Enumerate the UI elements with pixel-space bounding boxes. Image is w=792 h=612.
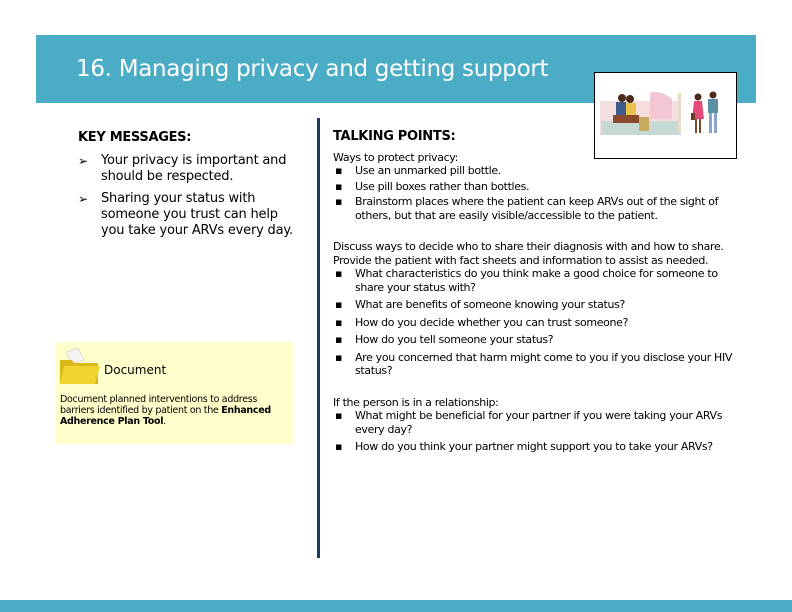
footer-band	[0, 600, 792, 612]
arrow-bullet-icon: ➢	[78, 154, 88, 168]
disclosure-item-text: How do you tell someone your status?	[355, 333, 554, 346]
document-description	[60, 394, 290, 427]
privacy-item-text: Brainstorm places where the patient can keep ARVs out of the sight of others, but that are easily visible/accessible to the patient.	[355, 195, 719, 222]
privacy-item-text: Use an unmarked pill bottle.	[355, 164, 501, 177]
relationship-item	[333, 440, 743, 454]
square-bullet-icon: ▪	[335, 440, 343, 453]
square-bullet-icon: ▪	[335, 350, 343, 364]
enhanced-adherence-plan-tool-reference: Enhanced Adherence Plan Tool	[60, 405, 271, 427]
arrow-bullet-icon: ➢	[78, 192, 88, 206]
folder-icon	[58, 346, 100, 386]
disclosure-item	[333, 333, 743, 347]
document-text: Document planned interventions to address barriers identified by patient on the	[60, 394, 258, 416]
privacy-item	[333, 164, 743, 178]
relationship-item-text: What might be beneficial for your partner if you were taking your ARVs every day?	[355, 409, 723, 436]
key-messages-heading: KEY MESSAGES:	[78, 130, 192, 145]
relationship-block	[333, 396, 743, 454]
relationship-intro: If the person is in a relationship:	[333, 395, 499, 409]
privacy-list	[333, 164, 743, 222]
privacy-item-text: Use pill boxes rather than bottles.	[355, 179, 530, 193]
document-text-suffix: .	[163, 416, 166, 427]
square-bullet-icon: ▪	[335, 267, 343, 280]
key-message-item	[78, 153, 293, 185]
disclosure-item	[333, 351, 743, 378]
square-bullet-icon: ▪	[335, 195, 343, 208]
column-divider	[317, 118, 320, 558]
disclosure-item	[333, 316, 743, 330]
disclosure-item-text: Are you concerned that harm might come to you if you disclose your HIV status?	[355, 350, 733, 377]
page-title: 16. Managing privacy and getting support	[76, 56, 549, 82]
key-message-text: Sharing your status with someone you trust can help you take your ARVs every day.	[101, 191, 293, 238]
square-bullet-icon: ▪	[335, 333, 343, 346]
square-bullet-icon: ▪	[335, 298, 343, 311]
disclosure-item	[333, 298, 743, 312]
disclosure-list	[333, 267, 743, 378]
relationship-list	[333, 409, 743, 454]
privacy-item	[333, 180, 743, 194]
disclosure-intro: Discuss ways to decide who to share their diagnosis with and how to share. Provide the patient with fact sheets and information to assist as needed.	[333, 240, 724, 267]
key-messages-section	[78, 130, 293, 245]
disclosure-block	[333, 240, 743, 378]
document-callout	[55, 342, 293, 444]
key-message-text: Your privacy is important and should be respected.	[101, 153, 287, 184]
square-bullet-icon: ▪	[335, 164, 343, 177]
key-message-item	[78, 191, 293, 239]
square-bullet-icon: ▪	[335, 315, 343, 329]
talking-points-section	[333, 130, 743, 458]
relationship-item-text: How do you think your partner might support you to take your ARVs?	[355, 440, 713, 453]
disclosure-item-text: How do you decide whether you can trust someone?	[355, 315, 629, 329]
square-bullet-icon: ▪	[335, 179, 343, 193]
square-bullet-icon: ▪	[335, 409, 343, 422]
document-label: Document	[104, 363, 167, 377]
disclosure-item	[333, 267, 743, 294]
disclosure-item-text: What characteristics do you think make a good choice for someone to share your status with?	[355, 267, 718, 294]
relationship-item	[333, 409, 743, 436]
privacy-item	[333, 195, 743, 222]
talking-points-heading: TALKING POINTS:	[333, 129, 456, 144]
privacy-intro: Ways to protect privacy:	[333, 150, 458, 164]
key-messages-list	[78, 153, 293, 239]
disclosure-item-text: What are benefits of someone knowing your status?	[355, 298, 625, 311]
